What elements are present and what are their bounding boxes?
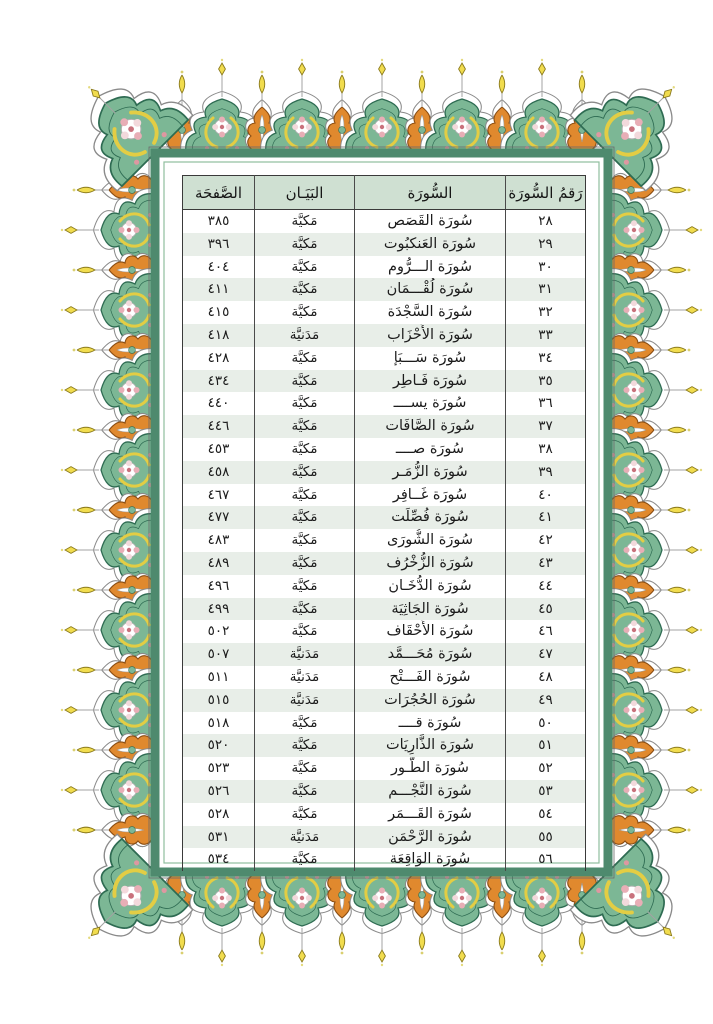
cell-surah-number: ٣٣: [538, 326, 553, 343]
cell-surah-number: ٥٢: [538, 760, 553, 777]
table-row: [183, 278, 586, 301]
cell-page-number: ٤٩٦: [183, 575, 255, 598]
cell-bayan: مَكيَّة: [255, 256, 355, 279]
cell-bayan: مَدَنيَّة: [255, 643, 355, 666]
cell-surah-name: سُورَة الـــرُّوم: [355, 256, 506, 279]
cell-bayan: مَكيَّة: [255, 347, 355, 370]
cell-surah-name: سُورَة صــــ: [355, 438, 506, 461]
cell-bayan: مَكيَّة: [255, 780, 355, 803]
cell-page-number: ٤٧٧: [183, 506, 255, 529]
cell-bayan: مَدَنيَّة: [255, 689, 355, 712]
cell-bayan: مَكيَّة: [255, 552, 355, 575]
table-row: [183, 370, 586, 393]
cell-surah-name: سُورَة غَــافِر: [355, 484, 506, 507]
table-row: [183, 461, 586, 484]
cell-page-number: ٥٣١: [183, 826, 255, 849]
table-row: [183, 438, 586, 461]
table-row: [183, 712, 586, 735]
table-row: [183, 620, 586, 643]
cell-bayan: مَكيَّة: [255, 712, 355, 735]
cell-surah-number: ٢٩: [538, 235, 553, 252]
surah-index-table: [182, 175, 586, 871]
cell-page-number: ٥١٨: [183, 712, 255, 735]
cell-surah-number: ٤٥: [538, 600, 553, 617]
column-header-page: الصَّفحَة: [183, 176, 255, 210]
cell-page-number: ٥١١: [183, 666, 255, 689]
cell-bayan: مَكيَّة: [255, 848, 355, 871]
cell-page-number: ٤٦٧: [183, 484, 255, 507]
cell-page-number: ٥٢٦: [183, 780, 255, 803]
cell-surah-number: ٣٧: [538, 418, 553, 435]
cell-bayan: مَكيَّة: [255, 415, 355, 438]
cell-bayan: مَكيَّة: [255, 233, 355, 256]
cell-surah-name: سُورَة الشُّورَى: [355, 529, 506, 552]
cell-surah-number: ٤٧: [538, 646, 553, 663]
cell-page-number: ٤٥٣: [183, 438, 255, 461]
cell-page-number: ٤٨٣: [183, 529, 255, 552]
cell-page-number: ٤٨٩: [183, 552, 255, 575]
table-row: [183, 347, 586, 370]
cell-surah-number: ٢٨: [538, 213, 553, 229]
cell-surah-number: ٥٥: [538, 828, 553, 845]
cell-surah-number: ٤٠: [538, 486, 553, 503]
table-row: [183, 529, 586, 552]
cell-surah-name: سُورَة الفَـــتْح: [355, 666, 506, 689]
cell-bayan: مَكيَّة: [255, 757, 355, 780]
cell-surah-name: سُورَة الزُّمَـر: [355, 461, 506, 484]
cell-surah-number: ٣٨: [538, 440, 553, 457]
cell-surah-name: سُورَة الزُّخْرُف: [355, 552, 506, 575]
cell-surah-name: سُورَة الحُجُرَات: [355, 689, 506, 712]
cell-surah-name: سُورَة الطُّـور: [355, 757, 506, 780]
cell-surah-name: سُورَة الأَحْقَاف: [355, 620, 506, 643]
cell-page-number: ٤١١: [183, 278, 255, 301]
cell-bayan: مَدَنيَّة: [255, 666, 355, 689]
cell-surah-number: ٤٩: [538, 691, 553, 708]
cell-page-number: ٤٤٠: [183, 392, 255, 415]
cell-surah-name: سُورَة الرَّحْمَن: [355, 826, 506, 849]
cell-surah-number: ٥٣: [538, 782, 553, 799]
cell-page-number: ٥٢٣: [183, 757, 255, 780]
table-row: [183, 552, 586, 575]
cell-bayan: مَكيَّة: [255, 575, 355, 598]
surah-index: [183, 175, 586, 871]
cell-page-number: ٥٠٢: [183, 620, 255, 643]
cell-surah-number: ٤٦: [538, 623, 553, 640]
cell-surah-name: سُورَة سَـــبَإ: [355, 347, 506, 370]
cell-surah-name: سُورَة الوَاقِعَة: [355, 848, 506, 871]
cell-surah-name: سُورَة فَـاطِر: [355, 370, 506, 393]
cell-bayan: مَكيَّة: [255, 301, 355, 324]
cell-surah-number: ٣٦: [538, 395, 553, 412]
cell-bayan: مَكيَّة: [255, 484, 355, 507]
table-row: [183, 803, 586, 826]
cell-surah-name: سُورَة القَصَص: [355, 210, 506, 233]
cell-page-number: ٥٣٤: [183, 848, 255, 871]
table-row: [183, 415, 586, 438]
cell-page-number: ٤٥٨: [183, 461, 255, 484]
cell-surah-name: سُورَة الدُّخَـان: [355, 575, 506, 598]
cell-bayan: مَكيَّة: [255, 529, 355, 552]
cell-bayan: مَكيَّة: [255, 370, 355, 393]
surah-table-body: [183, 210, 586, 872]
cell-surah-number: ٥١: [538, 737, 553, 754]
table-row: [183, 575, 586, 598]
table-row: [183, 757, 586, 780]
cell-bayan: مَكيَّة: [255, 620, 355, 643]
cell-page-number: ٥١٥: [183, 689, 255, 712]
cell-surah-number: ٤٢: [538, 532, 553, 549]
cell-surah-name: سُورَة مُحَـــمَّد: [355, 643, 506, 666]
cell-surah-number: ٤٤: [538, 577, 553, 594]
cell-surah-name: سُورَة العَنكبُوت: [355, 233, 506, 256]
table-row: [183, 324, 586, 347]
cell-surah-number: ٣٢: [538, 304, 553, 321]
cell-surah-number: ٣١: [538, 281, 553, 298]
table-row: [183, 256, 586, 279]
cell-bayan: مَكيَّة: [255, 278, 355, 301]
cell-surah-number: ٣٠: [538, 258, 553, 275]
cell-surah-number: ٥٤: [538, 805, 553, 822]
cell-bayan: مَدَنيَّة: [255, 324, 355, 347]
table-header-row: [183, 176, 586, 210]
cell-surah-number: ٥٠: [538, 714, 553, 731]
cell-page-number: ٣٩٦: [183, 233, 255, 256]
table-row: [183, 301, 586, 324]
cell-surah-number: ٣٤: [538, 349, 553, 366]
cell-page-number: ٤١٥: [183, 301, 255, 324]
table-row: [183, 210, 586, 233]
cell-surah-name: سُورَة القَـــمَر: [355, 803, 506, 826]
cell-page-number: ٤٤٦: [183, 415, 255, 438]
cell-bayan: مَكيَّة: [255, 734, 355, 757]
cell-page-number: ٥٢٨: [183, 803, 255, 826]
table-row: [183, 689, 586, 712]
table-row: [183, 848, 586, 871]
column-header-bayan: البَيَـان: [255, 176, 355, 210]
table-row: [183, 506, 586, 529]
cell-page-number: ٤٠٤: [183, 256, 255, 279]
table-row: [183, 643, 586, 666]
table-row: [183, 826, 586, 849]
table-row: [183, 233, 586, 256]
cell-surah-name: سُورَة الجَاثِيَة: [355, 598, 506, 621]
table-row: [183, 780, 586, 803]
table-row: [183, 666, 586, 689]
cell-page-number: ٤٢٨: [183, 347, 255, 370]
cell-bayan: مَكيَّة: [255, 210, 355, 233]
table-row: [183, 392, 586, 415]
table-row: [183, 484, 586, 507]
cell-surah-name: سُورَة لُقْـــمَان: [355, 278, 506, 301]
cell-bayan: مَدَنيَّة: [255, 826, 355, 849]
cell-surah-number: ٥٦: [538, 851, 553, 868]
cell-surah-number: ٣٥: [538, 372, 553, 389]
cell-page-number: ٥٠٧: [183, 643, 255, 666]
cell-bayan: مَكيَّة: [255, 392, 355, 415]
cell-bayan: مَكيَّة: [255, 461, 355, 484]
table-row: [183, 734, 586, 757]
cell-page-number: ٤٣٤: [183, 370, 255, 393]
cell-page-number: ٣٨٥: [183, 210, 255, 233]
cell-bayan: مَكيَّة: [255, 598, 355, 621]
cell-surah-number: ٤٣: [538, 554, 553, 571]
cell-bayan: مَكيَّة: [255, 803, 355, 826]
cell-surah-name: سُورَة فُصِّلَت: [355, 506, 506, 529]
cell-surah-number: ٤٨: [538, 668, 553, 685]
column-header-surah-number: رَقمُ السُّورَة: [506, 176, 586, 210]
cell-page-number: ٥٢٠: [183, 734, 255, 757]
cell-surah-number: ٣٩: [538, 463, 553, 480]
cell-page-number: ٤٩٩: [183, 598, 255, 621]
cell-surah-number: ٤١: [538, 509, 553, 526]
column-header-surah-name: السُّورَة: [355, 176, 506, 210]
cell-surah-name: سُورَة يســــ: [355, 392, 506, 415]
cell-bayan: مَكيَّة: [255, 438, 355, 461]
cell-surah-name: سُورَة الصَّافَات: [355, 415, 506, 438]
cell-surah-name: سُورَة النَّجْـــم: [355, 780, 506, 803]
cell-surah-name: سُورَة الأَحْزَاب: [355, 324, 506, 347]
cell-bayan: مَكيَّة: [255, 506, 355, 529]
cell-surah-name: سُورَة الذَّارِيَات: [355, 734, 506, 757]
cell-page-number: ٤١٨: [183, 324, 255, 347]
cell-surah-name: سُورَة السَّجْدَة: [355, 301, 506, 324]
cell-surah-name: سُورَة قــــ: [355, 712, 506, 735]
table-row: [183, 598, 586, 621]
